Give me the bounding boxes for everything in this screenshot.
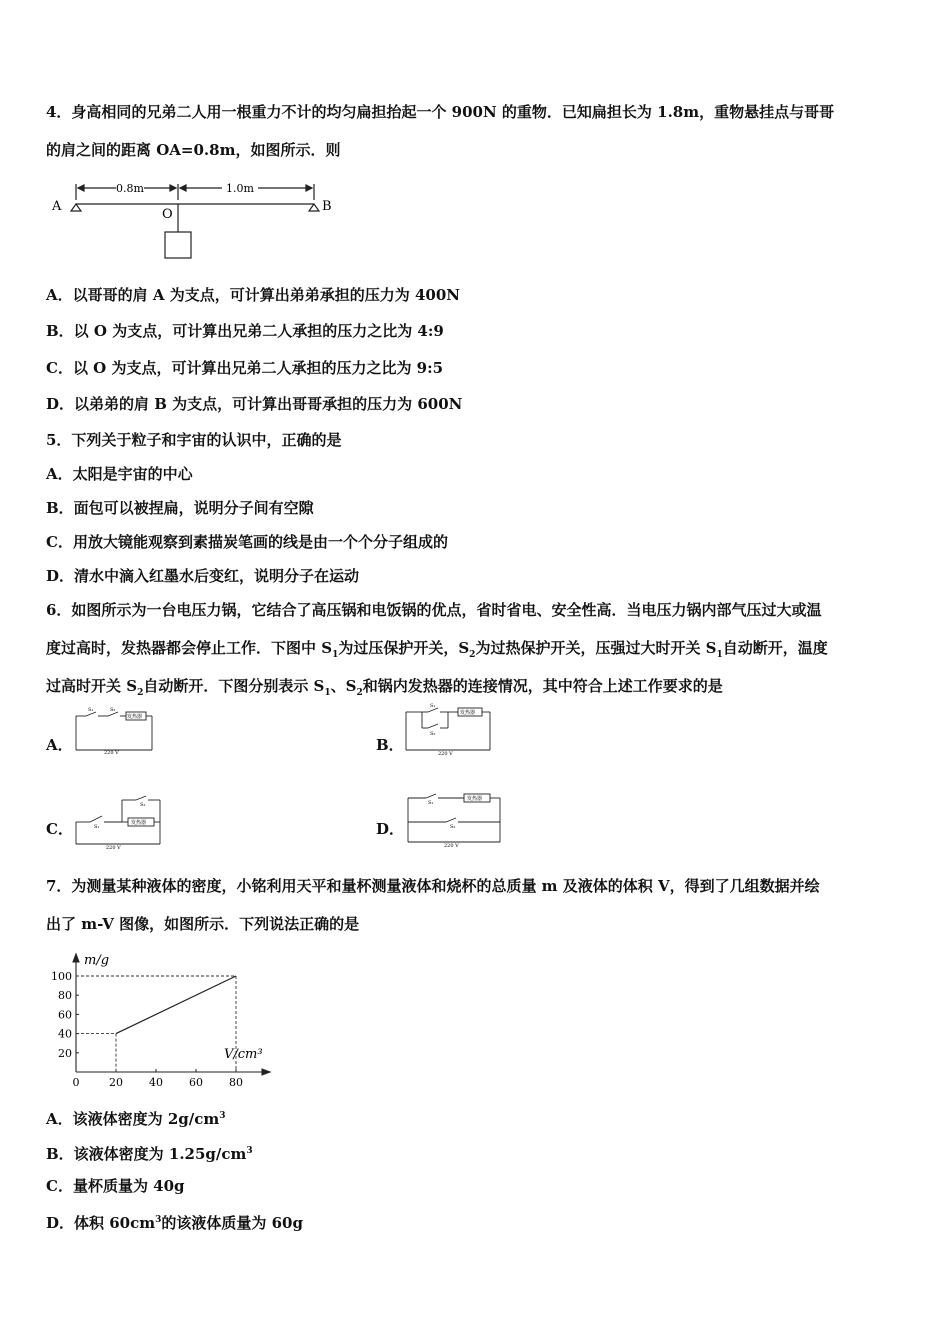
q6c-voltage: 220 V xyxy=(106,845,121,851)
q6-option-d-label[interactable]: D． xyxy=(376,820,405,838)
q6d-s2: S₂ xyxy=(450,824,456,830)
q4-option-d: D．以弟弟的肩 B 为支点，可计算出哥哥承担的压力为 600N xyxy=(46,395,463,413)
q6c-heater: 发热器 xyxy=(131,820,147,826)
q6a-heater: 发热器 xyxy=(127,714,143,720)
q7-stem-line1: 7．为测量某种液体的密度，小铭利用天平和量杯测量液体和烧杯的总质量 m 及液体的体积 V，得到了几组数据并绘 xyxy=(46,877,820,895)
q6-circuit-c xyxy=(74,794,166,850)
q7-stem-line2: 出了 m-V 图像，如图所示．下列说法正确的是 xyxy=(46,915,360,933)
q4-stem-line1: 4．身高相同的兄弟二人用一根重力不计的均匀扁担抬起一个 900N 的重物．已知扁担长为 1.8m，重物悬挂点与哥哥 xyxy=(46,103,835,121)
q7-option-a: A．该液体密度为 $2g/cm^3$ xyxy=(46,1110,226,1128)
q6a-s1: S₁ xyxy=(88,707,94,713)
x-tick-label-20: 20 xyxy=(109,1076,123,1089)
q4-option-a: A．以哥哥的肩 A 为支点，可计算出弟弟承担的压力为 400N xyxy=(46,286,460,304)
q6b-s2: S₂ xyxy=(430,731,436,737)
q6c-s2: S₂ xyxy=(140,802,146,808)
q6-circuit-a xyxy=(74,708,154,756)
y-tick-label-40: 40 xyxy=(58,1027,72,1041)
q5-option-a: A．太阳是宇宙的中心 xyxy=(46,465,193,483)
q4-label-o: O xyxy=(162,207,173,222)
y-tick-label-60: 60 xyxy=(58,1008,72,1022)
q4-dim-right: 1.0m xyxy=(226,182,254,195)
q7-option-c: C．量杯质量为 40g xyxy=(46,1177,185,1195)
q4-lever-figure xyxy=(46,178,346,260)
q4-label-a: A xyxy=(52,199,62,214)
q7-mv-chart xyxy=(46,950,282,1090)
q4-stem-line2: 的肩之间的距离 OA=0.8m，如图所示．则 xyxy=(46,141,341,159)
y-tick-label-100: 100 xyxy=(51,970,72,983)
x-tick-label-60: 60 xyxy=(189,1076,203,1089)
chart-xlabel: V/cm³ xyxy=(224,1047,263,1062)
x-tick-label-40: 40 xyxy=(149,1076,163,1089)
q6-option-a-label[interactable]: A． xyxy=(46,736,73,754)
series-line-0 xyxy=(116,976,236,1034)
q6b-s1: S₁ xyxy=(430,703,436,709)
q6c-s1: S₁ xyxy=(94,824,100,830)
y-tick-label-20: 20 xyxy=(58,1046,72,1060)
q4-dim-left: 0.8m xyxy=(116,182,144,195)
q6-circuit-b xyxy=(404,704,492,758)
x-tick-label-80: 80 xyxy=(229,1076,243,1089)
q6-stem-line2: 度过高时，发热器都会停止工作．下图中 $S_1$为过压保护开关，$S_2$为过热保护开关，压强过大时开关 $S_1$自动断开，温度 xyxy=(46,639,828,660)
q4-option-b: B．以 O 为支点，可计算出兄弟二人承担的压力之比为 4:9 xyxy=(46,322,444,340)
y-tick-label-80: 80 xyxy=(58,989,72,1003)
q5-option-c: C．用放大镜能观察到素描炭笔画的线是由一个个分子组成的 xyxy=(46,533,448,551)
q6-option-c-label[interactable]: C． xyxy=(46,820,73,838)
chart-ylabel: m/g xyxy=(84,953,110,968)
q6-option-b-label[interactable]: B． xyxy=(376,736,404,754)
q6d-s1: S₁ xyxy=(428,800,434,806)
q6a-voltage: 220 V xyxy=(104,750,119,756)
q5-option-b: B．面包可以被捏扁，说明分子间有空隙 xyxy=(46,499,314,517)
q5-stem: 5．下列关于粒子和宇宙的认识中，正确的是 xyxy=(46,431,342,449)
q6b-voltage: 220 V xyxy=(438,751,453,757)
q6-stem-line3: 过高时开关 $S_2$自动断开．下图分别表示 $S_1$、$S_2$和锅内发热器的连接情况，其中符合上述工作要求的是 xyxy=(46,677,723,698)
q6-stem-line1: 6．如图所示为一台电压力锅，它结合了高压锅和电饭锅的优点，省时省电、安全性高．当电压力锅内部气压过大或温 xyxy=(46,601,822,619)
q7-option-d: D．体积 $60cm^3$的该液体质量为 60g xyxy=(46,1214,303,1232)
chart-series xyxy=(116,976,236,1034)
q6-circuit-d xyxy=(406,790,502,848)
chart-guides xyxy=(76,976,236,1072)
q7-option-b: B．该液体密度为 $1.25g/cm^3$ xyxy=(46,1145,253,1163)
q6d-heater: 发热器 xyxy=(467,796,483,802)
chart-ticks xyxy=(51,970,243,1089)
q4-label-b: B xyxy=(322,199,332,214)
q5-option-d: D．清水中滴入红墨水后变红，说明分子在运动 xyxy=(46,567,360,585)
q6a-s2: S₂ xyxy=(110,707,116,713)
x-tick-label-0: 0 xyxy=(72,1076,80,1089)
q6d-voltage: 220 V xyxy=(444,843,459,849)
q6b-heater: 发热器 xyxy=(460,710,476,716)
q4-option-c: C．以 O 为支点，可计算出兄弟二人承担的压力之比为 9:5 xyxy=(46,359,444,377)
